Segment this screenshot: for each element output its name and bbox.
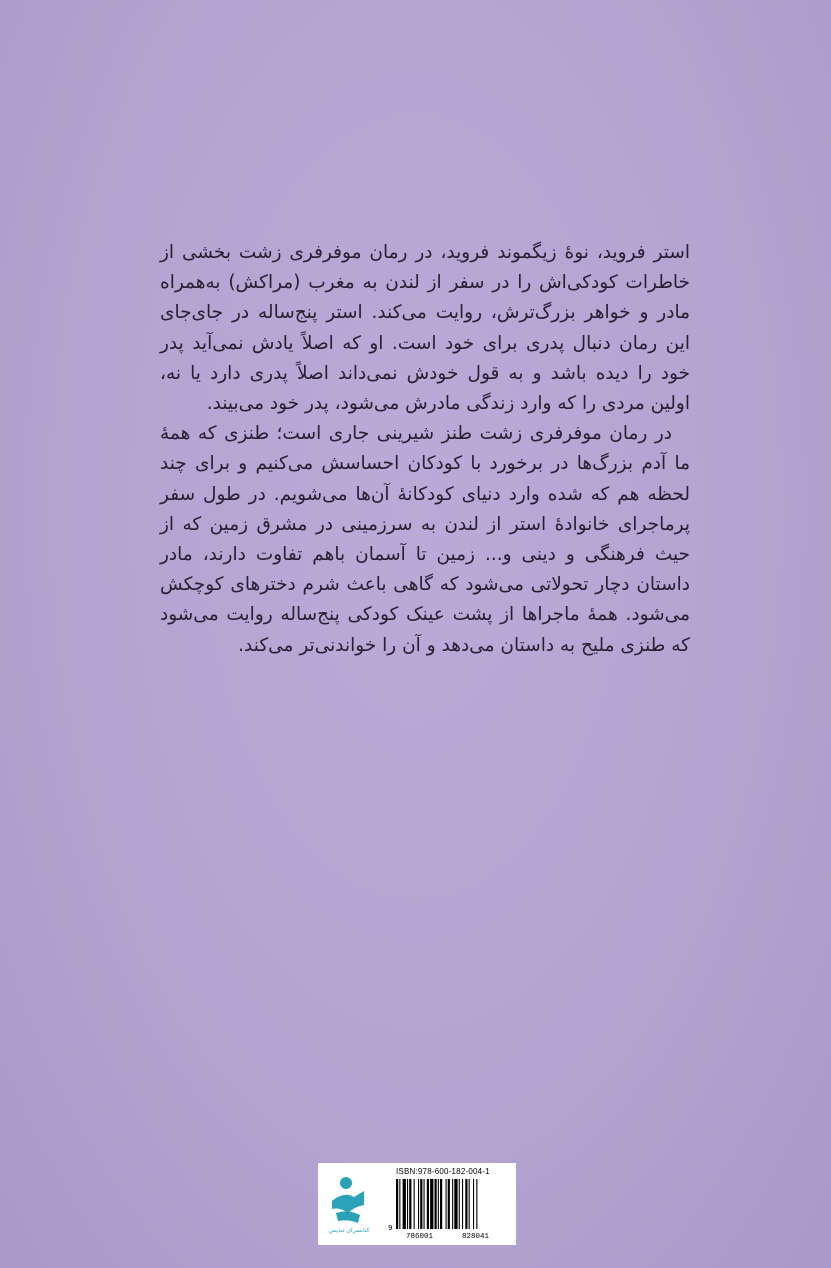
barcode-bar	[399, 1179, 400, 1229]
barcode-right-group: 828041	[462, 1233, 490, 1241]
blurb-paragraph-1: استر فروید، نوهٔ زیگموند فروید، در رمان موفرفری زشت بخشی از خاطرات کودکی‌اش را در سفر از لندن به مغرب (مراکش) به‌همراه مادر و خواهر بزرگ‌ترش، روایت می‌کند. استر پنج‌ساله در جای‌جای این رمان دنبال پدری برای خود است. او که اصلاً یادش نمی‌آید پدر خود را دیده باشد و به قول خودش نمی‌داند اصلاً پدری دارد یا نه، اولین مردی را که وارد زندگی مادرش می‌شود، پدر خود می‌بیند.	[160, 242, 690, 415]
barcode	[394, 1177, 510, 1233]
barcode-bar	[427, 1179, 429, 1229]
barcode-bar	[420, 1179, 422, 1229]
barcode-bar	[452, 1179, 453, 1229]
barcode-bar	[407, 1179, 408, 1229]
barcode-left-group: 786001	[406, 1233, 434, 1241]
barcode-bar	[424, 1179, 425, 1229]
barcode-bar	[414, 1179, 415, 1229]
barcode-bar	[473, 1179, 474, 1229]
barcode-bar	[476, 1179, 477, 1229]
barcode-bar	[446, 1179, 447, 1229]
barcode-bar	[465, 1179, 467, 1229]
barcode-bar	[430, 1179, 433, 1229]
barcode-bar	[396, 1179, 398, 1229]
barcode-bar	[435, 1179, 437, 1229]
isbn-label: ISBN:978-600-182-004-1	[396, 1167, 490, 1176]
barcode-bar	[418, 1179, 419, 1229]
barcode-bar	[454, 1179, 457, 1229]
barcode-bar	[459, 1179, 460, 1229]
barcode-prefix-digit: 9	[388, 1225, 393, 1233]
isbn-barcode-box	[318, 1163, 516, 1245]
barcode-bar	[409, 1179, 411, 1229]
barcode-bar	[469, 1179, 470, 1229]
publisher-caption: کتابسرای تندیس	[328, 1227, 370, 1234]
blurb-paragraph-2: در رمان موفرفری زشت طنز شیرینی جاری است؛ طنزی که همهٔ ما آدم بزرگ‌ها در برخورد با کودکان احساسش می‌کنیم و برای چند لحظه هم که شده وارد دنیای کودکانهٔ آن‌ها می‌شویم. در طول سفر پرماجرای خانوادهٔ استر از لندن به سرزمینی در مشرق زمین که از حیث فرهنگی و دینی و... زمین تا آسمان باهم تفاوت دارند، مادر داستان دچار تحولاتی می‌شود که گاهی باعث شرم دخترهای کوچکش می‌شود. همهٔ ماجراها از پشت عینک کودکی پنج‌ساله روایت می‌شود که طنزی ملیح به داستان می‌دهد و آن را خواندنی‌تر می‌کند.	[160, 423, 690, 656]
barcode-bar	[448, 1179, 450, 1229]
barcode-bar	[462, 1179, 463, 1229]
barcode-bar	[440, 1179, 442, 1229]
barcode-bar	[403, 1179, 406, 1229]
back-cover-blurb	[160, 238, 690, 661]
barcode-bar	[438, 1179, 439, 1229]
